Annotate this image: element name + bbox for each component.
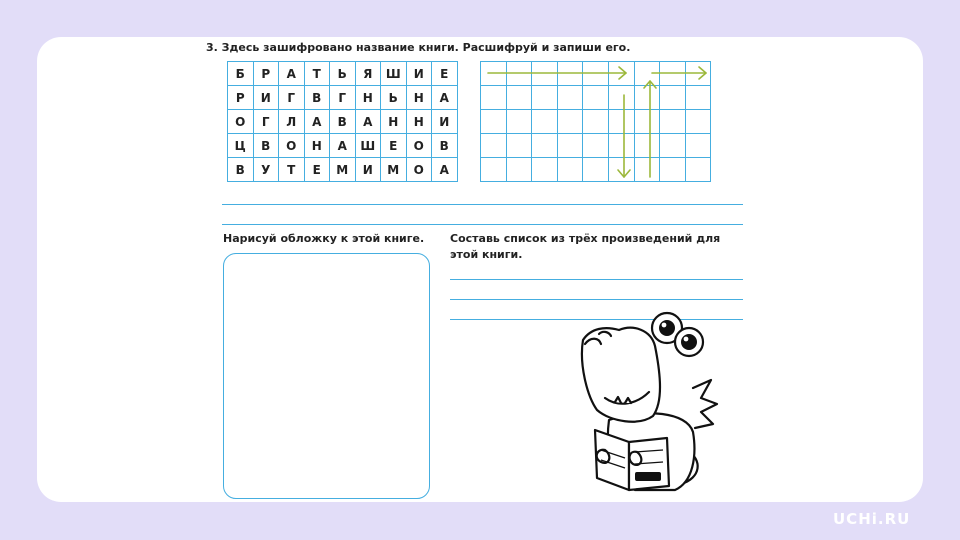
letter-cell: И [406,62,432,86]
letter-cell: О [228,110,254,134]
letter-cell: О [279,134,305,158]
reading-direction-arrows [480,61,716,185]
letter-cell: Е [304,158,330,182]
letter-cell: М [381,158,407,182]
letter-cell: В [228,158,254,182]
cover-task-label: Нарисуй обложку к этой книге. [223,232,425,245]
letter-cell: И [432,110,458,134]
letter-cell: Г [330,86,356,110]
letter-cell: У [253,158,279,182]
letter-cell: Г [253,110,279,134]
letter-cell: Т [279,158,305,182]
letter-cell: И [355,158,381,182]
letter-cell: И [253,86,279,110]
letter-cell: Ц [228,134,254,158]
uchi-ru-logo: UCHi.RU [833,510,911,528]
arrow-down-icon [618,95,630,177]
letter-grid-row [228,110,458,134]
letter-cell: Е [381,134,407,158]
letter-grid [227,61,458,182]
letter-cell: А [355,110,381,134]
letter-grid-row [228,62,458,86]
letter-cell: Н [355,86,381,110]
letter-cell: М [330,158,356,182]
letter-cell: А [330,134,356,158]
letter-cell: Ь [381,86,407,110]
arrow-up-icon [644,81,656,177]
letter-cell: Л [279,110,305,134]
letter-cell: О [406,158,432,182]
letter-cell: Ь [330,62,356,86]
letter-cell: Н [381,110,407,134]
arrow-right-icon [652,67,706,79]
list-line[interactable] [450,279,743,280]
letter-cell: А [304,110,330,134]
letter-cell: Б [228,62,254,86]
task-title: 3. Здесь зашифровано название книги. Расшифруй и запиши его. [206,41,631,54]
letter-cell: Н [304,134,330,158]
letter-cell: О [406,134,432,158]
letter-cell: Ш [355,134,381,158]
answer-line[interactable] [222,204,743,205]
letter-cell: В [253,134,279,158]
letter-cell: Т [304,62,330,86]
letter-grid-row [228,158,458,182]
letter-cell: В [330,110,356,134]
letter-cell: Ш [381,62,407,86]
cover-drawing-area[interactable] [223,253,430,499]
letter-cell: Е [432,62,458,86]
letter-cell: В [432,134,458,158]
letter-cell: А [432,158,458,182]
list-task-label: Составь список из трёх произведений для этой книги. [450,232,721,261]
letter-grid-row [228,134,458,158]
letter-cell: Н [406,110,432,134]
letter-cell: А [432,86,458,110]
arrow-right-icon [488,67,626,79]
letter-cell: В [304,86,330,110]
letter-cell: Р [253,62,279,86]
answer-line[interactable] [222,224,743,225]
letter-grid-row [228,86,458,110]
letter-cell: Р [228,86,254,110]
letter-cell: Г [279,86,305,110]
letter-cell: Н [406,86,432,110]
crocodile-reading-illustration [575,300,720,500]
letter-cell: А [279,62,305,86]
letter-cell: Я [355,62,381,86]
